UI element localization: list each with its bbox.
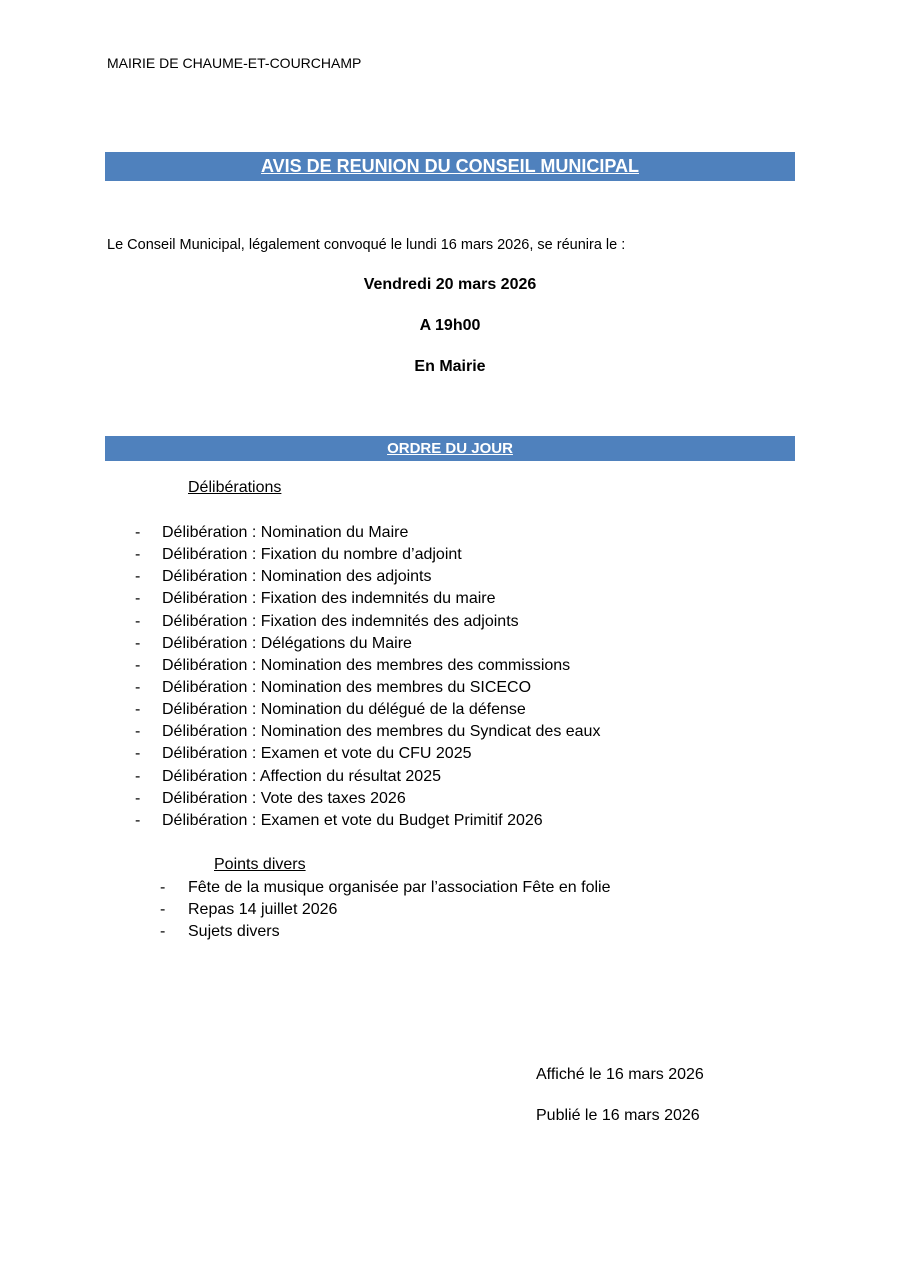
deliberation-text: Délibération : Fixation des indemnités du maire (162, 590, 496, 608)
deliberation-text: Délibération : Fixation du nombre d’adjoint (162, 546, 462, 564)
point-text: Fête de la musique organisée par l’association Fête en folie (188, 879, 611, 896)
bullet-dash: - (135, 612, 141, 630)
deliberation-text: Délibération : Fixation des indemnités des adjoints (162, 612, 519, 630)
meeting-date: Vendredi 20 mars 2026 (363, 276, 537, 293)
bullet-dash: - (135, 745, 141, 763)
bullet-dash: - (135, 590, 141, 608)
notice-title: AVIS DE REUNION DU CONSEIL MUNICIPAL (260, 156, 640, 176)
bullet-dash: - (135, 789, 141, 807)
bullet-dash: - (135, 656, 141, 674)
bullet-dash: - (135, 634, 141, 652)
bullet-dash: - (135, 767, 141, 785)
bullet-dash: - (135, 701, 141, 719)
bullet-dash: - (160, 879, 166, 896)
meeting-hour: A 19h00 (419, 317, 481, 334)
agenda-title: ORDRE DU JOUR (387, 440, 513, 457)
posted-date: Affiché le 16 mars 2026 (536, 1066, 704, 1083)
deliberation-text: Délibération : Affection du résultat 2025 (162, 767, 441, 785)
bullet-dash: - (135, 723, 141, 741)
convocation-intro: Le Conseil Municipal, légalement convoqué le lundi 16 mars 2026, se réunira le : (107, 237, 626, 253)
point-text: Sujets divers (188, 923, 280, 941)
deliberation-text: Délibération : Nomination des membres du SICECO (162, 678, 532, 696)
deliberation-text: Délibération : Examen et vote du Budget Primitif 2026 (162, 811, 543, 829)
bullet-dash: - (160, 923, 166, 941)
deliberation-text: Délibération : Nomination des adjoints (162, 568, 432, 586)
bullet-dash: - (135, 568, 141, 586)
point-text: Repas 14 juillet 2026 (188, 901, 338, 919)
deliberation-text: Délibération : Nomination du Maire (162, 524, 409, 541)
bullet-dash: - (135, 546, 141, 564)
bullet-dash: - (135, 524, 141, 541)
deliberations-heading: Délibérations (188, 479, 282, 496)
deliberation-text: Délibération : Nomination du délégué de la défense (162, 701, 526, 719)
deliberation-text: Délibération : Nomination des membres des commissions (162, 656, 571, 674)
published-date: Publié le 16 mars 2026 (536, 1107, 700, 1124)
deliberation-text: Délibération : Nomination des membres du Syndicat des eaux (162, 723, 601, 741)
bullet-dash: - (135, 811, 141, 829)
bullet-dash: - (135, 678, 141, 696)
bullet-dash: - (160, 901, 166, 919)
agenda-banner (105, 436, 795, 461)
meeting-place: En Mairie (414, 358, 486, 375)
deliberation-text: Délibération : Délégations du Maire (162, 634, 412, 652)
deliberation-text: Délibération : Examen et vote du CFU 2025 (162, 745, 472, 763)
notice-title-banner (105, 152, 795, 181)
organization-name: MAIRIE DE CHAUME-ET-COURCHAMP (107, 55, 362, 71)
points-divers-heading: Points divers (214, 856, 306, 873)
deliberation-text: Délibération : Vote des taxes 2026 (162, 789, 406, 807)
